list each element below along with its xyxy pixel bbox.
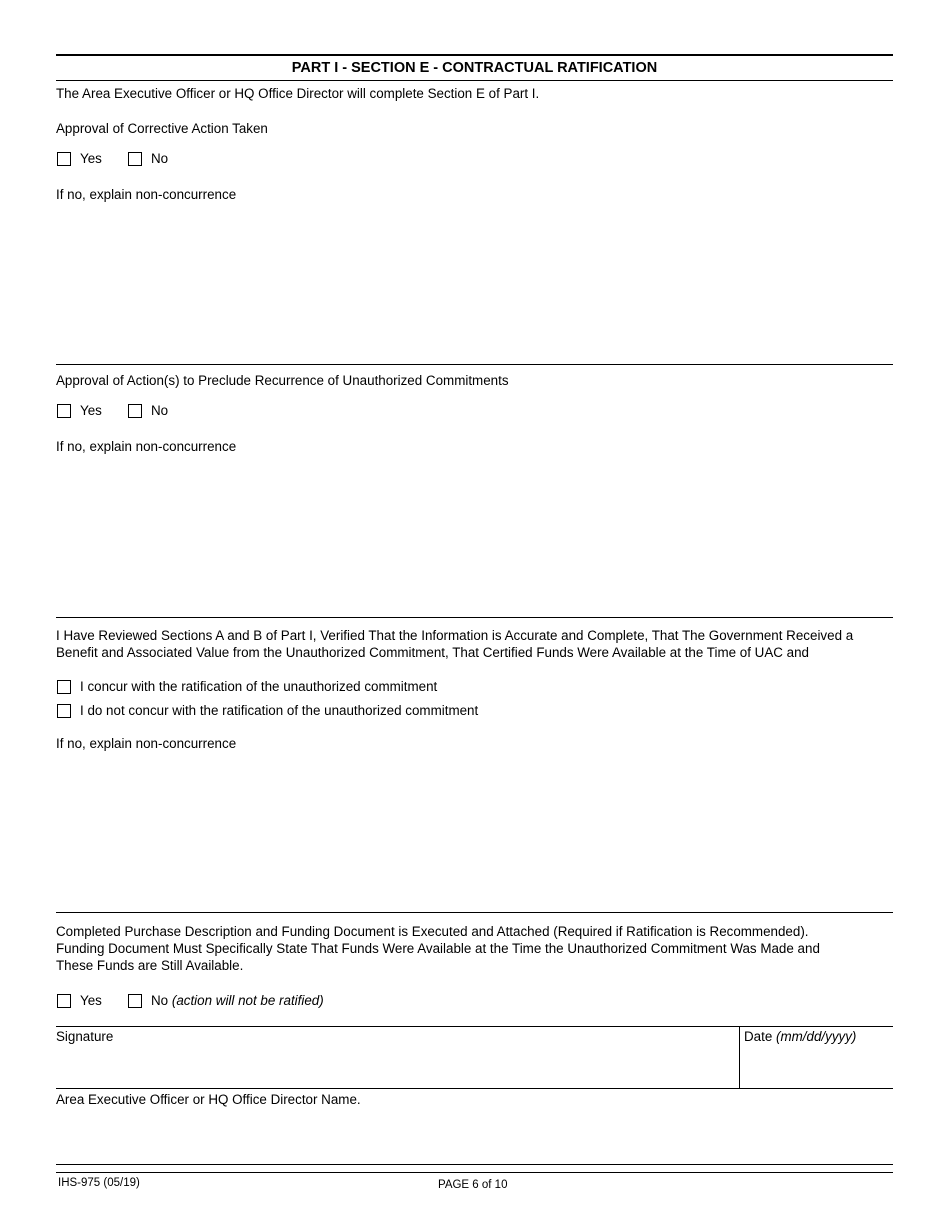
preclude-recurrence-yes-label: Yes (80, 403, 102, 418)
page-number: PAGE 6 of 10 (438, 1179, 508, 1191)
corrective-action-yes-checkbox[interactable] (57, 152, 71, 166)
footer-rule-1 (56, 1164, 893, 1165)
date-label (744, 1028, 856, 1045)
preclude-recurrence-explain-label: If no, explain non-concurrence (56, 439, 237, 454)
preclude-recurrence-no-checkbox[interactable] (128, 404, 142, 418)
officer-name-field[interactable] (56, 1110, 893, 1160)
review-statement-line-1: I Have Reviewed Sections A and B of Part I, Verified That the Information is Accurate and Complete, That The Government Received a (56, 628, 854, 643)
funding-no-label (151, 992, 324, 1009)
signature-date-divider (739, 1026, 740, 1088)
date-label-text: Date (744, 1029, 773, 1044)
ratification-explain-field[interactable] (56, 754, 893, 908)
signature-bottom-rule (56, 1088, 893, 1089)
intro-text: The Area Executive Officer or HQ Office Director will complete Section E of Part I. (56, 86, 540, 101)
date-field[interactable] (742, 1046, 892, 1086)
officer-name-label: Area Executive Officer or HQ Office Director Name. (56, 1092, 361, 1107)
concur-checkbox[interactable] (57, 680, 71, 694)
footer-rule-2 (56, 1172, 893, 1173)
corrective-action-explain-field[interactable] (56, 205, 893, 360)
preclude-recurrence-yes-checkbox[interactable] (57, 404, 71, 418)
signature-field[interactable] (56, 1046, 736, 1086)
corrective-action-question: Approval of Corrective Action Taken (56, 121, 268, 136)
funding-no-note: (action will not be ratified) (171, 993, 324, 1008)
corrective-action-no-checkbox[interactable] (128, 152, 142, 166)
preclude-recurrence-no-label: No (151, 403, 169, 418)
section-top-rule (56, 54, 893, 56)
funding-statement-line-2: Funding Document Must Specifically State That Funds Were Available at the Time the Unauthorized Commitment Was Made and (56, 941, 820, 956)
form-id: IHS-975 (05/19) (58, 1177, 140, 1189)
block1-bottom-rule (56, 364, 893, 365)
funding-statement-line-3: These Funds are Still Available. (56, 958, 244, 973)
not-concur-label: I do not concur with the ratification of the unauthorized commitment (80, 703, 479, 718)
funding-no-checkbox[interactable] (128, 994, 142, 1008)
preclude-recurrence-explain-field[interactable] (56, 457, 893, 612)
block2-bottom-rule (56, 617, 893, 618)
review-statement-line-2: Benefit and Associated Value from the Unauthorized Commitment, That Certified Funds Were Available at the Time of UAC and (56, 645, 809, 660)
corrective-action-explain-label: If no, explain non-concurrence (56, 187, 237, 202)
funding-statement-line-1: Completed Purchase Description and Funding Document is Executed and Attached (Required if Ratification is Recommended). (56, 924, 809, 939)
funding-no-text: No (151, 993, 169, 1008)
date-format-hint: (mm/dd/yyyy) (776, 1029, 857, 1044)
signature-top-rule (56, 1026, 893, 1027)
block3-bottom-rule (56, 912, 893, 913)
section-title-rule (56, 80, 893, 81)
funding-yes-label: Yes (80, 993, 102, 1008)
section-title: PART I - SECTION E - CONTRACTUAL RATIFICATION (291, 60, 658, 76)
not-concur-checkbox[interactable] (57, 704, 71, 718)
corrective-action-yes-label: Yes (80, 151, 102, 166)
preclude-recurrence-question: Approval of Action(s) to Preclude Recurrence of Unauthorized Commitments (56, 373, 509, 388)
ratification-explain-label: If no, explain non-concurrence (56, 736, 237, 751)
funding-yes-checkbox[interactable] (57, 994, 71, 1008)
concur-label: I concur with the ratification of the unauthorized commitment (80, 679, 438, 694)
signature-label: Signature (56, 1029, 114, 1044)
corrective-action-no-label: No (151, 151, 169, 166)
